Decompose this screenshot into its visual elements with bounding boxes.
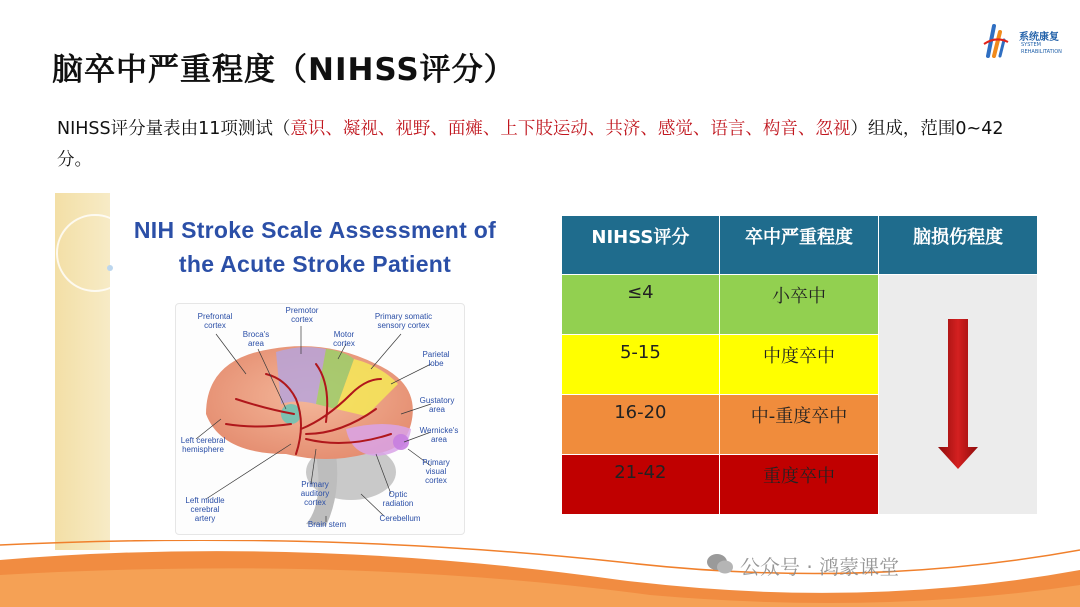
label-motor-cortex: Motor cortex <box>333 330 355 348</box>
table-header-row <box>562 216 1038 275</box>
wechat-icon <box>706 553 734 575</box>
description: NIHSS评分量表由11项测试（意识、凝视、视野、面瘫、上下肢运动、共济、感觉、语言、构音、忽视）组成，范围0~42分。 <box>57 119 1004 170</box>
brain-diagram <box>175 303 465 535</box>
page-title: 脑卒中严重程度（NIHSS评分） <box>52 52 516 88</box>
nihss-severity-table <box>561 215 1038 515</box>
label-brain-stem: Brain stem <box>307 520 347 529</box>
score-cell: 21-42 <box>562 455 720 515</box>
brain-damage-arrow-cell <box>879 275 1038 515</box>
score-cell: ≤4 <box>562 275 720 335</box>
label-wernickes-area: Wernicke's area <box>419 426 459 444</box>
table-row <box>562 275 1038 335</box>
label-primary-somatic-sensory-cortex: Primary somatic sensory cortex <box>374 312 433 330</box>
label-primary-visual-cortex: Primary visual cortex <box>422 458 450 485</box>
label-premotor-cortex: Premotor cortex <box>285 306 319 324</box>
label-parietal-lobe: Parietal lobe <box>422 350 450 368</box>
severity-cell: 中度卒中 <box>719 335 879 395</box>
label-cerebellum: Cerebellum <box>379 514 421 523</box>
severity-cell: 小卒中 <box>719 275 879 335</box>
label-primary-auditory-cortex: Primary auditory cortex <box>300 480 330 507</box>
label-left-middle-cerebral-artery: Left middle cerebral artery <box>185 496 225 523</box>
brain-figure <box>55 193 530 550</box>
label-prefrontal-cortex: Prefrontal cortex <box>197 312 233 330</box>
test-items: 意识、凝视、视野、面瘫、上下肢运动、共济、感觉、语言、构音、忽视 <box>290 119 851 139</box>
label-gustatory-area: Gustatory area <box>419 396 455 414</box>
label-left-cerebral-hemisphere: Left cerebral hemisphere <box>180 436 226 454</box>
label-brocas-area: Broca's area <box>242 330 270 348</box>
figure-title-line2: the Acute Stroke Patient <box>178 251 452 277</box>
label-optic-radiation: Optic radiation <box>382 490 414 508</box>
figure-title-line1: NIH Stroke Scale Assessment of <box>133 217 497 243</box>
header-stroke-severity: 卒中严重程度 <box>719 216 879 275</box>
logo-subtext: SYSTEM REHABILITATION <box>1021 42 1062 55</box>
logo-text: 系统康复 <box>1019 32 1059 43</box>
header-brain-damage: 脑损伤程度 <box>879 216 1038 275</box>
score-cell: 5-15 <box>562 335 720 395</box>
header-nihss-score: NIHSS评分 <box>562 216 720 275</box>
severity-cell: 中-重度卒中 <box>719 395 879 455</box>
bottom-decoration <box>0 540 1080 607</box>
arrow-down-icon <box>936 319 980 471</box>
severity-cell: 重度卒中 <box>719 455 879 515</box>
score-cell: 16-20 <box>562 395 720 455</box>
watermark-text: 公众号 · 鸿蒙课堂 <box>740 555 900 579</box>
